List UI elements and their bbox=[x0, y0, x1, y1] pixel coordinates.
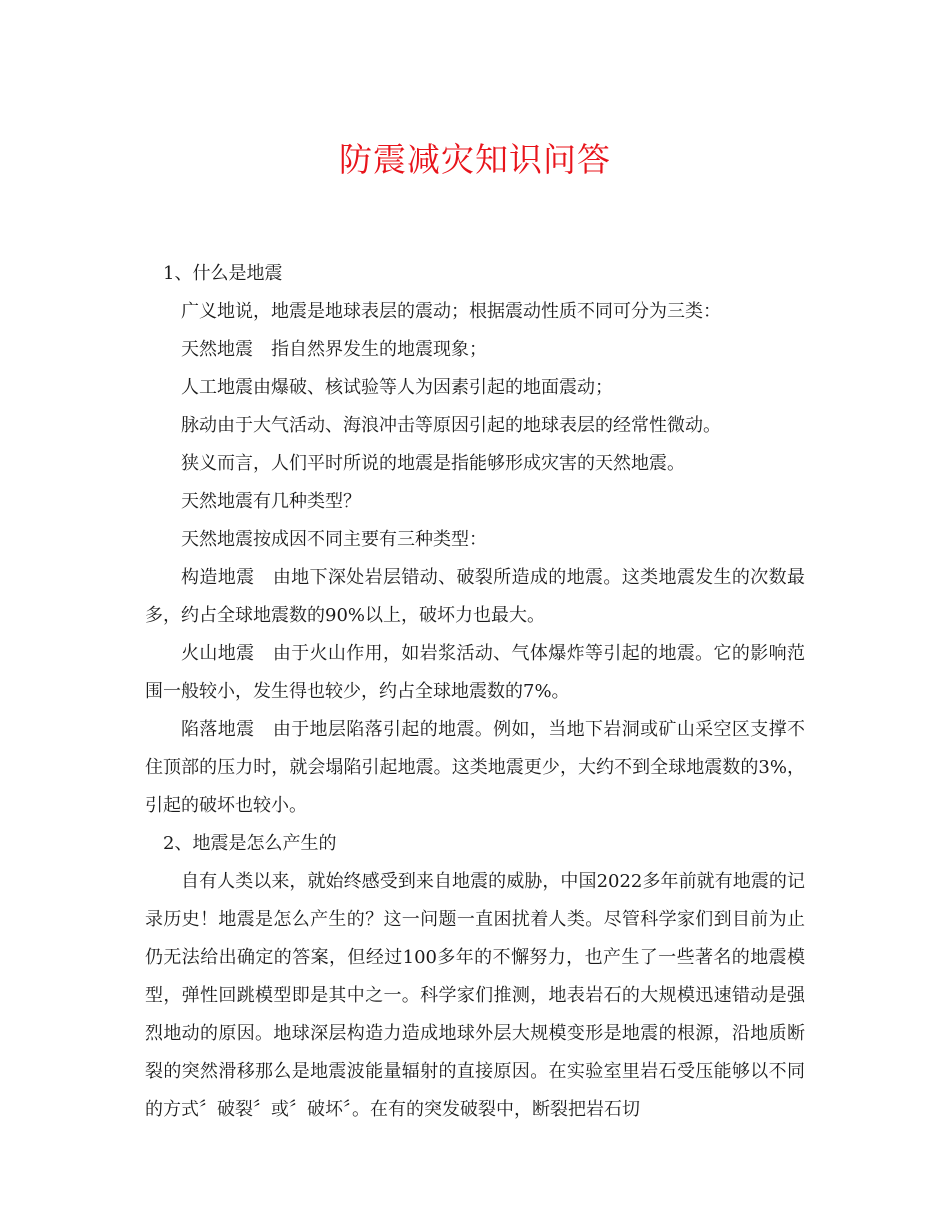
paragraph: 天然地震 指自然界发生的地震现象； bbox=[181, 339, 487, 360]
section-heading: 1、什么是地震 bbox=[163, 263, 283, 284]
document-body bbox=[145, 255, 805, 1129]
paragraph: 构造地震 由地下深处岩层错动、破裂所造成的地震。这类地震发生的次数最多，约占全球地震数的90%以上，破坏力也最大。 bbox=[145, 567, 805, 626]
paragraph: 陷落地震 由于地层陷落引起的地震。例如，当地下岩洞或矿山采空区支撑不住顶部的压力时，就会塌陷引起地震。这类地震更少，大约不到全球地震数的3%，引起的破坏也较小。 bbox=[145, 719, 805, 816]
paragraph: 天然地震按成因不同主要有三种类型： bbox=[181, 529, 487, 550]
paragraph: 脉动由于大气活动、海浪冲击等原因引起的地球表层的经常性微动。 bbox=[181, 415, 721, 436]
paragraph: 火山地震 由于火山作用，如岩浆活动、气体爆炸等引起的地震。它的影响范围一般较小，发生得也较少，约占全球地震数的7%。 bbox=[145, 643, 805, 702]
paragraph: 人工地震由爆破、核试验等人为因素引起的地面震动； bbox=[181, 377, 613, 398]
paragraph: 广义地说，地震是地球表层的震动；根据震动性质不同可分为三类： bbox=[181, 301, 721, 322]
paragraph: 天然地震有几种类型？ bbox=[181, 491, 361, 512]
paragraph: 自有人类以来，就始终感受到来自地震的威胁，中国2022多年前就有地震的记录历史！地震是怎么产生的？这一问题一直困扰着人类。尽管科学家们到目前为止仍无法给出确定的答案，但经过100多年的不懈努力，也产生了一些著名的地震模型，弹性回跳模型即是其中之一。科学家们推测，地表岩石的大规模迅速错动是强烈地动的原因。地球深层构造力造成地球外层大规模变形是地震的根源，沿地质断裂的突然滑移那么是地震波能量辐射的直接原因。在实验室里岩石受压能够以不同的方式〞破裂〞或〞破坏〞。在有的突发破裂中，断裂把岩石切 bbox=[145, 871, 805, 1120]
paragraph: 狭义而言，人们平时所说的地震是指能够形成灾害的天然地震。 bbox=[181, 453, 685, 474]
section-heading: 2、地震是怎么产生的 bbox=[163, 833, 337, 854]
document-title: 防震减灾知识问答 bbox=[339, 140, 611, 179]
